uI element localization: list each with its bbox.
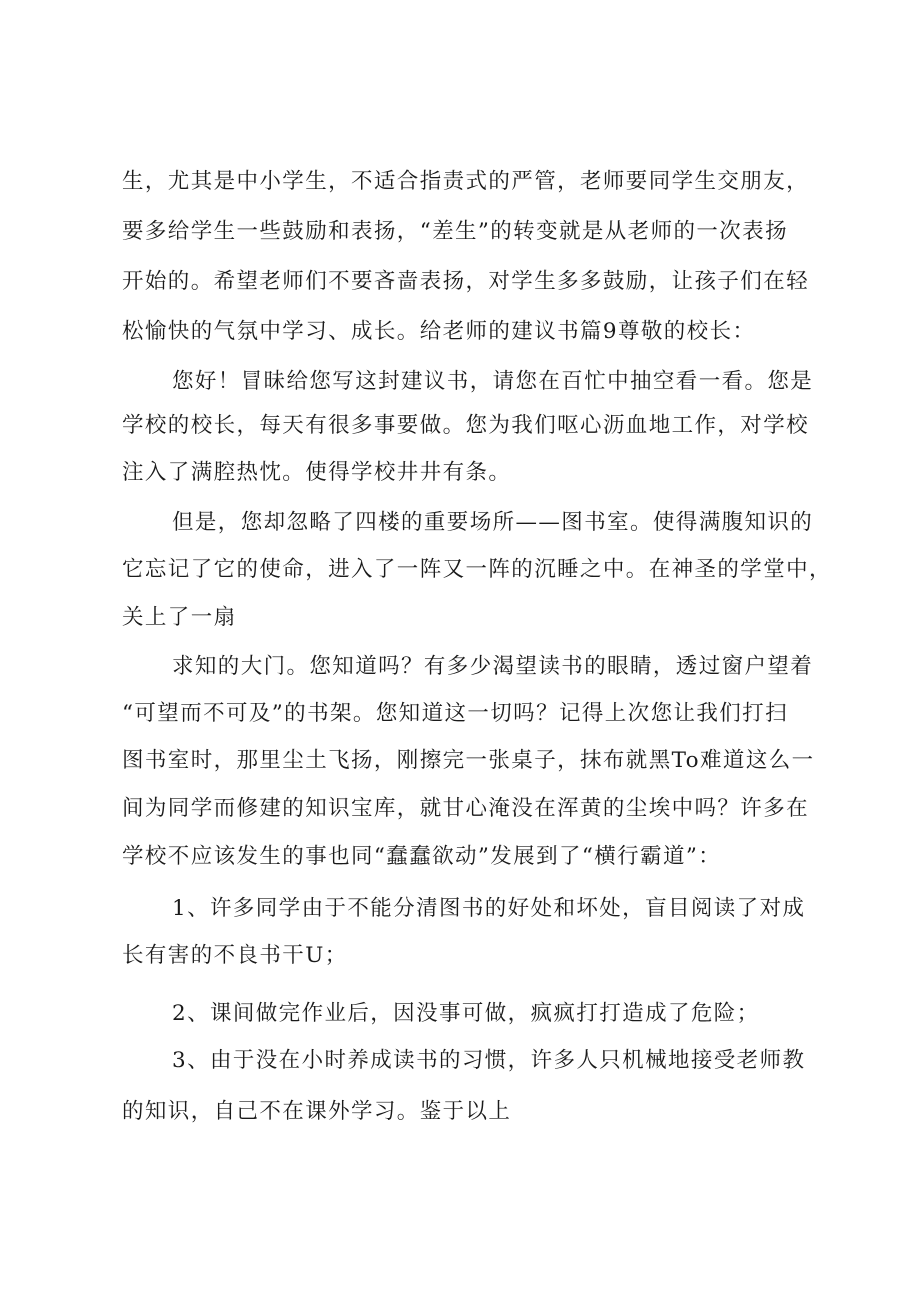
text-line: 长有害的不良书干U； — [122, 943, 348, 968]
text-line: 它忘记了它的使命，进入了一阵又一阵的沉睡之中。在神圣的学堂中， — [122, 557, 832, 582]
text-line: 1、许多同学由于不能分清图书的好处和坏处，盲目阅读了对成 — [172, 896, 806, 921]
text-line: 关上了一扇 — [122, 605, 237, 630]
text-line: 注入了满腔热忱。使得学校井井有条。 — [122, 460, 512, 485]
text-line: 学校的校长，每天有很多事要做。您为我们呕心沥血地工作，对学校 — [122, 413, 810, 438]
text-line: 您好！冒昧给您写这封建议书，请您在百忙中抽空看一看。您是 — [172, 369, 814, 394]
text-line: 学校不应该发生的事也同“蠢蠢欲动”发展到了“横行霸道”： — [122, 844, 722, 869]
text-line: 求知的大门。您知道吗？有多少渴望读书的眼睛，透过窗户望着 — [172, 654, 814, 679]
text-line: 2、课间做完作业后，因没事可做，疯疯打打造成了危险； — [172, 1001, 760, 1026]
text-line: 图书室时，那里尘土飞扬，刚擦完一张桌子，抹布就黑To难道这么一 — [122, 748, 815, 773]
text-line: 3、由于没在小时养成读书的习惯，许多人只机械地接受老师教 — [172, 1048, 806, 1073]
text-line: 生，尤其是中小学生，不适合指责式的严管，老师要同学生交朋友， — [122, 169, 810, 194]
text-line: 但是，您却忽略了四楼的重要场所——图书室。使得满腹知识的 — [172, 510, 814, 535]
text-line: 的知识，自己不在课外学习。鉴于以上 — [122, 1099, 512, 1124]
text-line: 间为同学而修建的知识宝库，就甘心淹没在浑黄的尘埃中吗？许多在 — [122, 796, 810, 821]
text-line: 要多给学生一些鼓励和表扬，“差生”的转变就是从老师的一次表扬 — [122, 219, 788, 244]
text-line: 开始的。希望老师们不要吝啬表扬，对学生多多鼓励，让孩子们在轻 — [122, 269, 810, 294]
text-line: 松愉快的气氛中学习、成长。给老师的建议书篇9尊敬的校长： — [122, 319, 756, 344]
text-line: “可望而不可及”的书架。您知道这一切吗？记得上次您让我们打扫 — [122, 701, 788, 726]
